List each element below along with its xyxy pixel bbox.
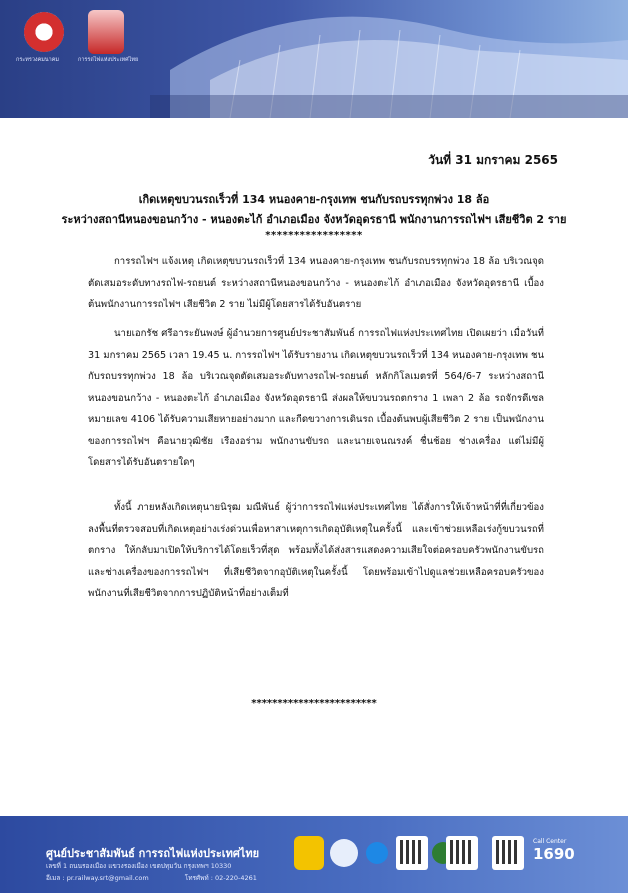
footer-email: อีเมล : pr.railway.srt@gmail.com [46,874,149,882]
station-illustration [150,0,628,118]
qr-code-3[interactable] [492,836,524,870]
call-center [533,838,575,863]
srt-logo [88,10,124,54]
ministry-caption: กระทรวงคมนาคม [16,57,60,63]
paragraph-1 [88,251,544,316]
footer-contact [46,873,291,883]
facebook-icon[interactable] [366,842,388,864]
footer [0,816,628,893]
footer-address: เลขที่ 1 ถนนรองเมือง แขวงรองเมือง เขตปทุมวัน กรุงเทพฯ 10330 [46,862,232,870]
headline-line-2: ระหว่างสถานีหนองขอนกว้าง - หนองตะไก้ อำเภอเมือง จังหวัดอุดรธานี พนักงานการรถไฟฯ เสียชีวิต 2 ราย [61,213,567,226]
separator-stars-top: ***************** [265,230,363,241]
qr-code-1[interactable] [396,836,428,870]
footer-title: ศูนย์ประชาสัมพันธ์ การรถไฟแห่งประเทศไทย [46,847,260,860]
footer-phone: โทรศัพท์ : 02-220-4261 [184,874,257,882]
paragraph-2-text: นายเอกรัช ศรีอาระยันพงษ์ ผู้อำนวยการศูนย์ประชาสัมพันธ์ การรถไฟแห่งประเทศไทย เปิดเผยว่า เมื่อวันที่ 31 มกราคม 2565 เวลา 19.45 น. การรถไฟฯ ได้รับรายงาน เกิดเหตุขบวนรถเร็วที่ 134 หนองคาย-กรุงเทพ ชนกับรถบรรทุกพ่วง 18 ล้อ บริเวณจุดตัดเสมอระดับทางรถไฟ-รถยนต์ หลักกิโลเมตรที่ 564/6-7 ระหว่างสถานีหนองขอนกว้าง - หนองตะไก้ อำเภอเมือง จังหวัดอุดรธานี ส่งผลให้ขบวนรถตกราง 1 เพลา 2 ล้อ รถจักรดีเซล หมายเลข 4106 ได้รับความเสียหายอย่างมาก และกีดขวางการเดินรถ เบื้องต้นพบผู้เสียชีวิต 2 ราย เป็นพนักงานของการรถไฟฯ คือนายวุฒิชัย เรืองอร่าม พนักงานขับรถ และนายเจนณรงค์ ชื่นช้อย ช่างเครื่อง แต่ไม่มีผู้โดยสารได้รับอันตรายใดๆ [88,328,545,468]
headline-line-1: เกิดเหตุขบวนรถเร็วที่ 134 หนองคาย-กรุงเทพ ชนกับรถบรรทุกพ่วง 18 ล้อ [138,193,490,206]
separator-stars-bottom: ************************ [251,698,377,709]
ministry-logo [24,12,64,52]
paragraph-3-text: ทั้งนี้ ภายหลังเกิดเหตุนายนิรุฒ มณีพันธ์ ผู้ว่าการรถไฟแห่งประเทศไทย ได้สั่งการให้เจ้าหน้าที่ที่เกี่ยวข้องลงพื้นที่ตรวจสอบที่เกิดเหตุอย่างเร่งด่วนเพื่อหาสาเหตุการเกิดอุบัติเหตุในครั้งนี้ และเข้าช่วยเหลือเร่งกู้ขบวนรถที่ตกราง ให้กลับมาเปิดให้บริการได้โดยเร็วที่สุด พร้อมทั้งได้ส่งสารแสดงความเสียใจต่อครอบครัวพนักงานขับรถและช่างเครื่องของการรถไฟฯ ที่เสียชีวิตจากอุบัติเหตุในครั้งนี้ โดยพร้อมเข้าไปดูแลช่วยเหลือครอบครัวของพนักงานที่เสียชีวิตจากการปฏิบัติหน้าที่อย่างเต็มที่ [88,502,544,599]
srt-caption: การรถไฟแห่งประเทศไทย [78,57,139,63]
paragraph-2 [88,323,544,474]
call-center-number: 1690 [533,845,575,863]
qr-code-2[interactable] [446,836,478,870]
social-icon[interactable] [330,839,358,867]
paragraph-3 [88,497,544,605]
app-icon[interactable] [294,836,324,870]
header-banner [0,0,628,118]
paragraph-1-text: การรถไฟฯ แจ้งเหตุ เกิดเหตุขบวนรถเร็วที่ 134 หนองคาย-กรุงเทพ ชนกับรถบรรทุกพ่วง 18 ล้อ บริเวณจุดตัดเสมอระดับทางรถไฟ-รถยนต์ ระหว่างสถานีหนองขอนกว้าง - หนองตะไก้ อำเภอเมือง จังหวัดอุดรธานี เบื้องต้นพนักงานการรถไฟฯ เสียชีวิต 2 ราย ไม่มีผู้โดยสารได้รับอันตราย [88,256,544,310]
call-center-label: Call Center [533,838,567,845]
document-date: วันที่ 31 มกราคม 2565 [428,153,558,167]
